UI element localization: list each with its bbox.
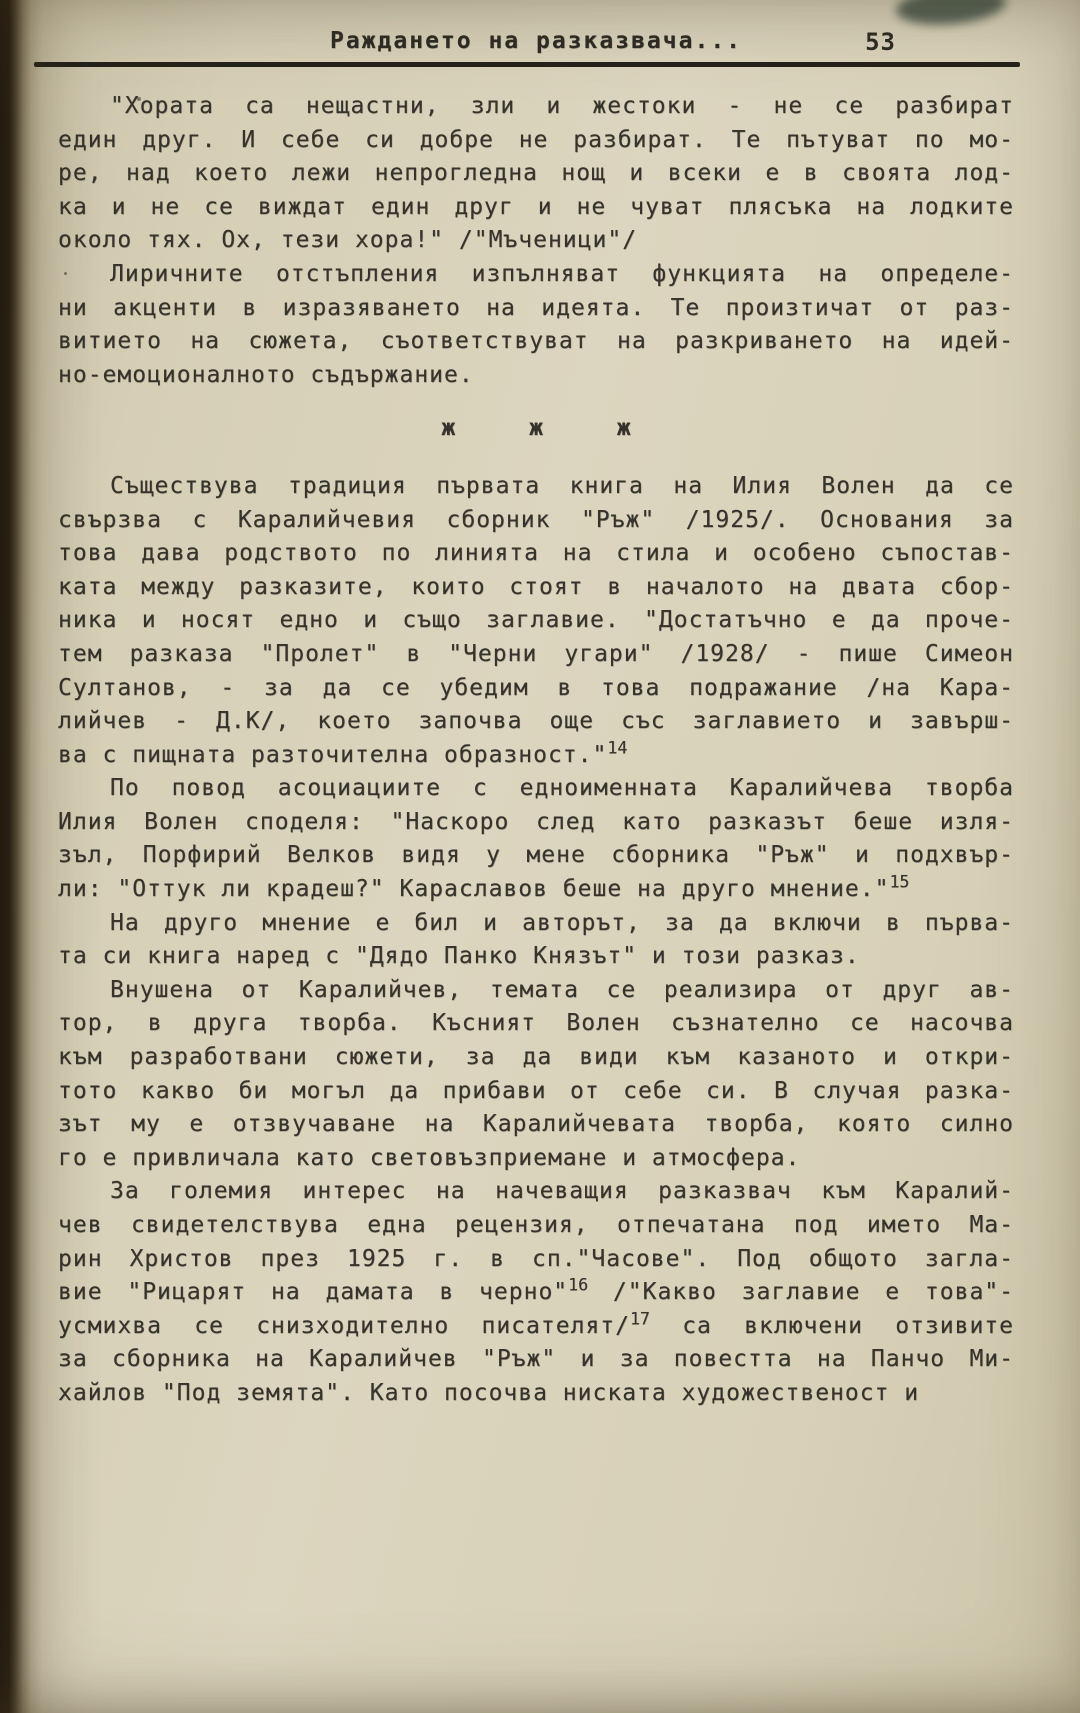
paragraph	[58, 907, 1014, 974]
text-line: вие "Рицарят на дамата в черно"$^{16}$ /"Какво заглавие е това"-	[58, 1275, 1015, 1306]
text-line: зъл, Порфирий Велков видя у мене сборника "Ръж" и подхвър-	[58, 842, 1014, 869]
text-line: тор, в друга творба. Късният Волен съзнателно се насочва	[58, 1010, 1014, 1037]
text-line: ва с пищната разточителна образност."$^{14}$	[58, 738, 628, 768]
text-line: зът му е отзвучаване на Каралийчевата творба, която силно	[58, 1111, 1014, 1138]
text-line: ника и носят едно и също заглавие. "Достатъчно е да проче-	[58, 607, 1014, 634]
text-line: ли: "Оттук ли крадеш?" Караславов беше на друго мнение."$^{15}$	[58, 872, 910, 903]
text-line: хайлов "Под земята". Като посочва ниската художественост и	[58, 1379, 920, 1406]
text-line: рин Христов през 1925 г. в сп."Часове". Под общото загла-	[58, 1245, 1014, 1272]
text-line: го е привличала като световъзприемане и атмосфера.	[58, 1144, 801, 1171]
text-line: Султанов, - за да се убедим в това подражание /на Кара-	[58, 674, 1014, 701]
page-body-text	[58, 90, 1014, 1411]
running-header-title: Раждането на разказвача...	[329, 28, 743, 54]
paragraph	[58, 258, 1014, 392]
book-binding-edge	[0, 0, 42, 1713]
text-line: тото какво би могъл да прибави от себе си. В случая разка-	[58, 1077, 1014, 1104]
paragraph	[58, 90, 1014, 258]
text-line: към разработвани сюжети, за да види към казаното и откри-	[58, 1044, 1014, 1071]
text-line: лийчев - Д.К/, което започва още със заглавието и завърш-	[58, 708, 1014, 735]
text-line: "Хората са нещастни, зли и жестоки - не се разбират	[110, 93, 1014, 119]
header-rule	[34, 62, 1020, 67]
paragraph	[58, 470, 1014, 772]
footnote-marker: 15	[889, 872, 910, 892]
text-line: за сборника на Каралийчев "Ръж" и за повестта на Панчо Ми-	[58, 1346, 1014, 1373]
text-line: ка и не се виждат един друг и не чуват плясъка на лодките	[58, 193, 1014, 220]
text-line: Внушена от Каралийчев, темата се реализира от друг ав-	[110, 976, 1014, 1003]
text-line: чев свидетелствува една рецензия, отпечатана под името Ма-	[58, 1212, 1014, 1238]
text-line: един друг. И себе си добре не разбират. Те пътуват по мо-	[58, 126, 1014, 153]
text-line: та си книга наред с "Дядо Панко Князът" и този разказ.	[58, 943, 860, 970]
text-line: ни акценти в изразяването на идеята. Те произтичат от раз-	[58, 294, 1014, 321]
footnote-marker: 17	[629, 1309, 650, 1329]
text-line: Съществува традиция първата книга на Илия Волен да се	[110, 472, 1014, 499]
text-line: свързва с Каралийчевия сборник "Ръж" /1925/. Основания за	[58, 506, 1014, 533]
text-line: Илия Волен споделя: "Наскоро след като разказът беше изля-	[58, 808, 1014, 835]
text-line: ре, над което лежи непрогледна нощ и всеки е в своята лод-	[58, 160, 1014, 187]
footnote-marker: 16	[568, 1275, 589, 1295]
page-number: 53	[865, 28, 896, 56]
text-line: но-емоционалното съдържание.	[58, 361, 474, 388]
text-line: На друго мнение е бил и авторът, за да включи в първа-	[110, 909, 1014, 936]
text-line: тем разказа "Пролет" в "Черни угари" /1928/ - пише Симеон	[58, 640, 1014, 667]
footnote-marker: 14	[607, 738, 628, 758]
paper-stain	[895, 0, 1008, 29]
text-line: ката между разказите, които стоят в началото на двата сбор-	[58, 573, 1014, 600]
section-separator: ж ж ж	[441, 415, 661, 442]
text-line: около тях. Ох, тези хора!" /"Мъченици"/	[58, 227, 638, 254]
text-line: усмихва се снизходително писателят/$^{17}$ са включени отзивите	[58, 1309, 1015, 1339]
running-header	[58, 28, 1014, 62]
text-line: По повод асоциациите с едноименната Каралийчева творба	[110, 775, 1014, 802]
text-line: това дава родството по линията на стила и особено съпостав-	[58, 540, 1014, 567]
text-line: витието на сюжета, съответствуват на разкриването на идей-	[58, 328, 1014, 355]
paragraph	[58, 772, 1014, 906]
text-line: За големия интерес на начеващия разказвач към Каралий-	[110, 1178, 1014, 1205]
text-line: Лиричните отстъпления изпълняват функцията на определе-	[110, 260, 1014, 287]
paragraph	[58, 1175, 1014, 1410]
paragraph	[58, 974, 1014, 1176]
